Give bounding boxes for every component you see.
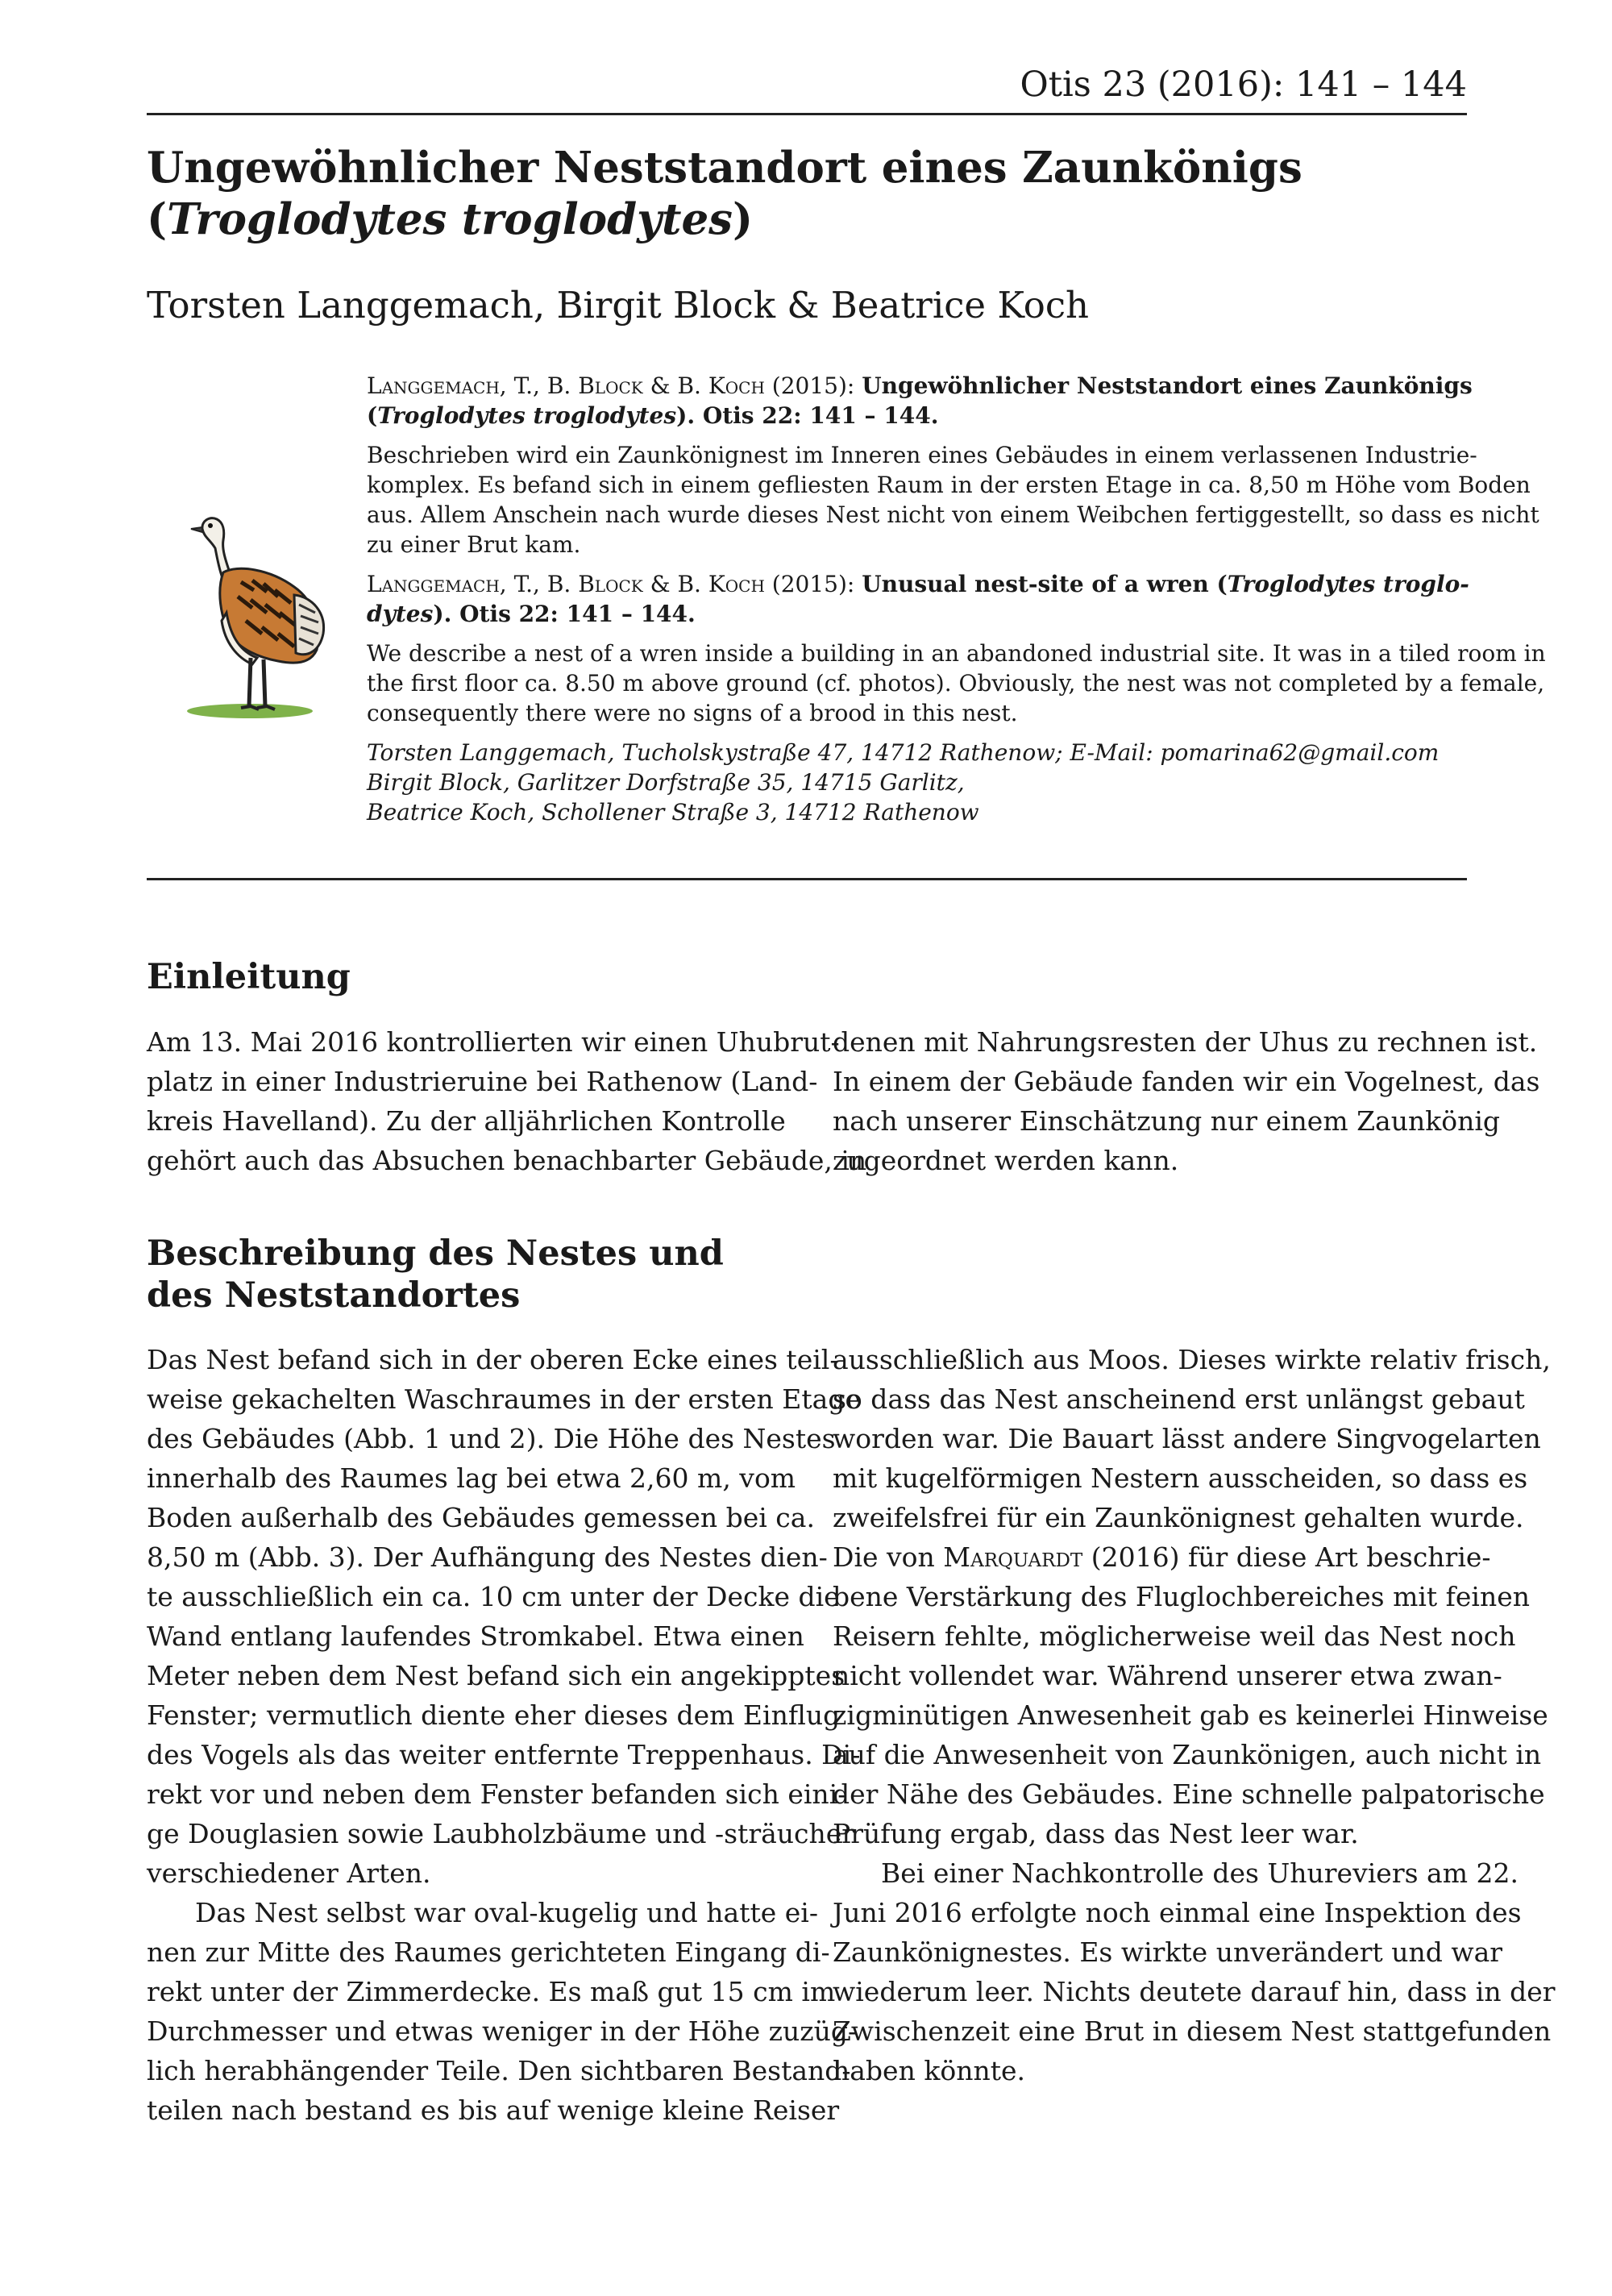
citation-author: Koch	[708, 372, 765, 399]
article-title	[147, 142, 1436, 245]
body-line: zigminütigen Anwesenheit gab es keinerlei Hinweise	[833, 1699, 1548, 1731]
abstract-en-text-line: We describe a nest of a wren inside a building in an abandoned industrial site. It was in a tiled room in	[367, 640, 1546, 667]
body-line: denen mit Nahrungsresten der Uhus zu rechnen ist.	[833, 1026, 1538, 1058]
body-line: Meter neben dem Nest befand sich ein angekipptes	[147, 1660, 845, 1691]
body-line: 8,50 m (Abb. 3). Der Aufhängung des Nestes dien-	[147, 1541, 828, 1573]
body-line: kreis Havelland). Zu der alljährlichen Kontrolle	[147, 1105, 786, 1137]
body-line: zweifelsfrei für ein Zaunkönignest gehalten wurde.	[833, 1502, 1524, 1533]
abstract-en-citation-line-2	[367, 599, 1468, 629]
body-line: mit kugelförmigen Nestern ausscheiden, so dass es	[833, 1462, 1528, 1494]
citation-author: Block	[578, 372, 643, 399]
address-line: Torsten Langgemach, Tucholskystraße 47, 14712 Rathenow; E-Mail: pomarina62@gmail.com	[367, 739, 1440, 766]
citation-latin-name: dytes	[367, 601, 434, 627]
article-authors: Torsten Langgemach, Birgit Block & Beatrice Koch	[147, 284, 1090, 327]
body-line: rekt unter der Zimmerdecke. Es maß gut 15 cm im	[147, 1976, 836, 2007]
citation-paren: (	[367, 402, 378, 429]
body-line: nen zur Mitte des Raumes gerichteten Eingang di-	[147, 1936, 830, 1968]
citation-year: (2015):	[764, 571, 862, 597]
body-line: Das Nest selbst war oval-kugelig und hatte ei-	[195, 1897, 819, 1928]
body-line: Durchmesser und etwas weniger in der Höhe zuzüg-	[147, 2015, 858, 2047]
body-line: worden war. Die Bauart lässt andere Singvogelarten	[833, 1423, 1541, 1454]
body-line: innerhalb des Raumes lag bei etwa 2,60 m, vom	[147, 1462, 796, 1494]
citation-initials: , T., B.	[499, 571, 579, 597]
description-right-column	[833, 1340, 1556, 2090]
body-line: Wand entlang laufendes Stromkabel. Etwa einen	[147, 1620, 804, 1652]
address-line: Birgit Block, Garlitzer Dorfstraße 35, 14715 Garlitz,	[367, 769, 965, 796]
body-line: Am 13. Mai 2016 kontrollierten wir einen Uhubrut-	[147, 1026, 840, 1058]
body-line: In einem der Gebäude fanden wir ein Vogelnest, das	[833, 1066, 1540, 1097]
header-rule	[147, 113, 1467, 115]
citation-post: (2016) für diese Art beschrie-	[1082, 1541, 1491, 1573]
body-line: nicht vollendet war. Während unserer etwa zwan-	[833, 1660, 1502, 1691]
body-line: te ausschließlich ein ca. 10 cm unter der Decke die	[147, 1581, 840, 1612]
body-line: bene Verstärkung des Fluglochbereiches mit feinen	[833, 1581, 1530, 1612]
citation-author: Koch	[708, 571, 765, 597]
section-heading-description	[147, 1233, 724, 1316]
body-line: Juni 2016 erfolgte noch einmal eine Inspektion des	[833, 1897, 1522, 1928]
body-line: Fenster; vermutlich diente eher dieses dem Einflug	[147, 1699, 841, 1731]
abstract-rule	[147, 878, 1467, 880]
body-line: gehört auch das Absuchen benachbarter Gebäude, in	[147, 1145, 867, 1176]
citation-and: & B.	[642, 571, 708, 597]
heading-line: Beschreibung des Nestes und	[147, 1233, 724, 1274]
body-line: teilen nach bestand es bis auf wenige kleine Reiser	[147, 2094, 840, 2126]
title-line-1: Ungewöhnlicher Neststandort eines Zaunkönigs	[147, 143, 1302, 193]
body-line: des Gebäudes (Abb. 1 und 2). Die Höhe des Nestes	[147, 1423, 836, 1454]
citation-journal: ). Otis 22: 141 – 144.	[433, 601, 696, 627]
citation-journal: ). Otis 22: 141 – 144.	[676, 402, 939, 429]
title-paren-open: (	[147, 194, 168, 244]
abstract-de-text-line: komplex. Es befand sich in einem gefliesten Raum in der ersten Etage in ca. 8,50 m Höhe vom Boden	[367, 472, 1531, 498]
journal-reference: Otis 23 (2016): 141 – 144	[1020, 64, 1467, 105]
body-line: verschiedener Arten.	[147, 1857, 431, 1889]
body-line: so dass das Nest anscheinend erst unlängst gebaut	[833, 1383, 1525, 1415]
title-paren-close: )	[733, 194, 754, 244]
body-line: zugeordnet werden kann.	[833, 1145, 1179, 1176]
body-line: ge Douglasien sowie Laubholzbäume und -sträucher	[147, 1818, 855, 1849]
citation-author: Langgemach	[367, 372, 500, 399]
description-left-column	[147, 1340, 861, 2130]
abstract-block	[367, 371, 1546, 827]
body-line: Bei einer Nachkontrolle des Uhureviers am 22.	[881, 1857, 1519, 1889]
body-line: haben könnte.	[833, 2055, 1025, 2086]
citation-year: (2015):	[764, 372, 862, 399]
body-line: des Vogels als das weiter entfernte Treppenhaus. Di-	[147, 1739, 861, 1770]
body-line-citation	[833, 1537, 1491, 1577]
body-line: nach unserer Einschätzung nur einem Zaunkönig	[833, 1105, 1501, 1137]
abstract-en-citation-line-1	[367, 569, 1468, 599]
body-line: Prüfung ergab, dass das Nest leer war.	[833, 1818, 1359, 1849]
body-line: platz in einer Industrieruine bei Rathenow (Land-	[147, 1066, 818, 1097]
body-line: lich herabhängender Teile. Den sichtbaren Bestand-	[147, 2055, 851, 2086]
abstract-de-citation-line-2	[367, 401, 1468, 430]
citation-latin-name: Troglodytes troglo-	[1227, 571, 1469, 597]
body-line: weise gekachelten Waschraumes in der ersten Etage	[147, 1383, 861, 1415]
section-heading-intro: Einleitung	[147, 957, 351, 997]
body-line: der Nähe des Gebäudes. Eine schnelle palpatorische	[833, 1778, 1545, 1810]
address-line: Beatrice Koch, Schollener Straße 3, 14712 Rathenow	[367, 799, 979, 826]
body-line: auf die Anwesenheit von Zaunkönigen, auch nicht in	[833, 1739, 1542, 1770]
abstract-en-text-line: the first floor ca. 8.50 m above ground (cf. photos). Obviously, the nest was not completed by a female,	[367, 670, 1545, 697]
title-latin-name: Troglodytes troglodytes	[167, 194, 733, 244]
citation-title: Unusual nest-site of a wren (	[862, 571, 1228, 597]
citation-and: & B.	[642, 372, 708, 399]
body-line: Das Nest befand sich in der oberen Ecke eines teil-	[147, 1344, 839, 1375]
author-addresses	[367, 738, 1468, 827]
citation-author: Langgemach	[367, 571, 500, 597]
body-line: rekt vor und neben dem Fenster befanden sich eini-	[147, 1778, 847, 1810]
body-line: Zwischenzeit eine Brut in diesem Nest stattgefunden	[833, 2015, 1552, 2047]
body-line: Boden außerhalb des Gebäudes gemessen bei ca.	[147, 1502, 815, 1533]
body-line: ausschließlich aus Moos. Dieses wirkte relativ frisch,	[833, 1344, 1551, 1375]
body-line: Zaunkönignestes. Es wirkte unverändert und war	[833, 1936, 1503, 1968]
intro-right-column	[833, 1022, 1540, 1180]
citation-pre: Die von	[833, 1541, 944, 1573]
abstract-en-text-line: consequently there were no signs of a brood in this nest.	[367, 700, 1018, 726]
body-line: wiederum leer. Nichts deutete darauf hin, dass in der	[833, 1976, 1556, 2007]
abstract-de-text-line: aus. Allem Anschein nach wurde dieses Nest nicht von einem Weibchen fertiggestellt, so dass es nicht	[367, 501, 1539, 528]
abstract-de-text-line: Beschrieben wird ein Zaunkönignest im Inneren eines Gebäudes in einem verlassenen Industrie-	[367, 442, 1477, 468]
heading-line: des Neststandortes	[147, 1275, 521, 1316]
great-bustard-icon	[173, 492, 326, 722]
cited-author: Marquardt	[943, 1541, 1083, 1573]
citation-title: Ungewöhnlicher Neststandort eines Zaunkönigs	[862, 372, 1473, 399]
citation-author: Block	[578, 571, 643, 597]
body-line: Reisern fehlte, möglicherweise weil das Nest noch	[833, 1620, 1516, 1652]
abstract-de-text-line: zu einer Brut kam.	[367, 531, 581, 558]
citation-latin-name: Troglodytes troglodytes	[377, 402, 677, 429]
citation-initials: , T., B.	[499, 372, 579, 399]
intro-left-column	[147, 1022, 867, 1180]
abstract-de-citation-line-1	[367, 371, 1473, 401]
